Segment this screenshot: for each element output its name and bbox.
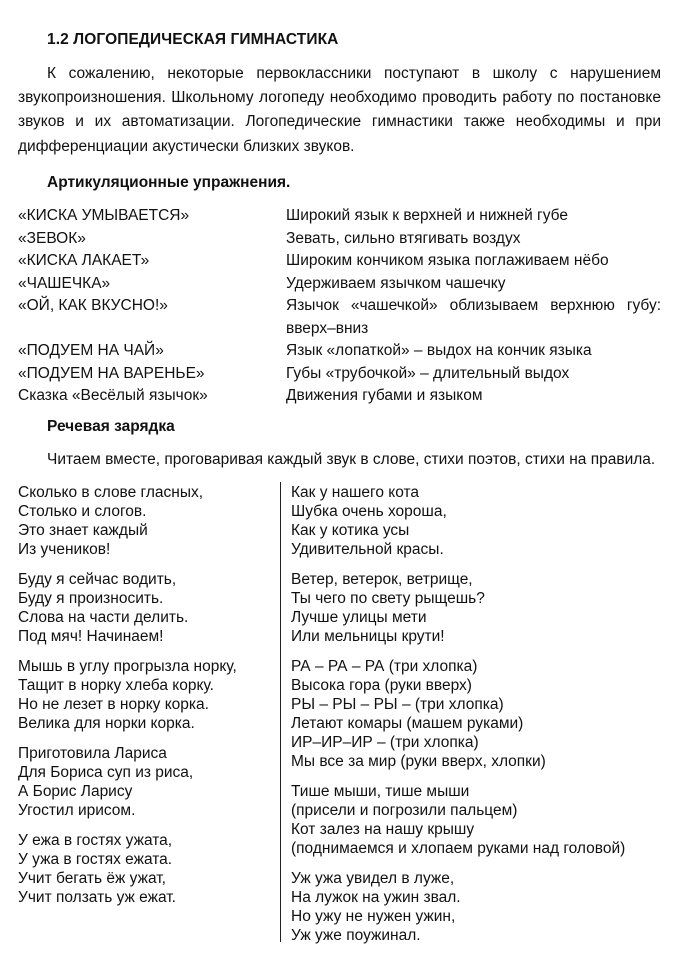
poem-line: Тише мыши, тише мыши [291,783,470,800]
poem-line: Под мяч! Начинаем! [18,628,164,645]
poem-line: Но ужу не нужен ужин, [291,908,456,925]
poem-line: Слова на части делить. [18,609,189,626]
poem-line: Летают комары (машем руками) [291,715,524,732]
poem-line: Буду я произносить. [18,590,164,607]
poem-line: У ужа в гостях ежата. [18,851,173,868]
poem-line: Как у нашего кота [291,484,420,501]
poem-line: Велика для норки корка. [18,715,195,732]
poem-line: Для Бориса суп из риса, [18,764,194,781]
exercise-description-continued: вверх–вниз [286,319,369,337]
poem-line: Кот залез на нашу крышу [291,821,475,838]
poem-stanza [18,744,237,820]
exercise-name: «ОЙ, КАК ВКУСНО!» [18,297,168,314]
poem-line: Шубка очень хороша, [291,503,447,520]
exercise-name: «ПОДУЕМ НА ЧАЙ» [18,342,164,359]
poem-line: Ветер, ветерок, ветрище, [291,571,473,588]
poem-line: Мышь в углу прогрызла норку, [18,658,237,675]
poem-line: Ты чего по свету рыщешь? [291,590,485,607]
poem-line: РЫ – РЫ – РЫ – (три хлопка) [291,696,504,713]
exercise-list [18,205,661,408]
poem-line: РА – РА – РА (три хлопка) [291,658,478,675]
poem-line: Но не лезет в норку корка. [18,696,209,713]
exercise-row [18,363,661,386]
poem-line: Учит бегать ёж ужат, [18,870,166,887]
exercise-description: Широкий язык к верхней и нижней губе [286,207,568,224]
exercise-description: Язычок «чашечкой» облизываем верхнюю губу: [286,297,661,314]
exercise-row [18,385,661,408]
section-title: 1.2 ЛОГОПЕДИЧЕСКАЯ ГИМНАСТИКА [47,31,339,48]
poems-left-column [18,483,237,907]
exercise-name: «КИСКА ЛАКАЕТ» [18,252,150,269]
poem-line: Удивительной красы. [291,541,444,558]
exercise-name: «КИСКА УМЫВАЕТСЯ» [18,207,190,224]
speech-instruction: Читаем вместе, проговаривая каждый звук в слове, стихи поэтов, стихи на правила. [47,451,656,468]
poem-stanza [18,570,237,646]
poem-line: Мы все за мир (руки вверх, хлопки) [291,753,546,770]
poem-line: Как у котика усы [291,522,410,539]
column-divider [280,482,281,942]
poem-line: Из учеников! [18,541,111,558]
poem-stanza [291,570,625,646]
poem-line: Приготовила Лариса [18,745,167,762]
exercise-description: Движения губами и языком [286,387,483,404]
poem-line: А Борис Ларису [18,783,133,800]
exercise-row [18,228,661,251]
poem-line: Сколько в слове гласных, [18,484,204,501]
poem-line: Тащит в норку хлеба корку. [18,677,214,694]
poem-stanza [18,831,237,907]
poem-line: Учит ползать уж ежат. [18,889,176,906]
poem-stanza [291,483,625,559]
poem-line: Угостил ирисом. [18,802,136,819]
poem-line: Буду я сейчас водить, [18,571,177,588]
poem-stanza [18,657,237,733]
poem-stanza [291,782,625,858]
speech-heading: Речевая зарядка [47,418,175,435]
exercise-description: Широким кончиком языка поглаживаем нёбо [286,252,609,269]
poem-line: Лучше улицы мети [291,609,427,626]
poem-line: (присели и погрозили пальцем) [291,802,518,819]
poem-line: Это знает каждый [18,522,148,539]
poem-stanza [291,657,625,771]
exercise-name: «ЗЕВОК» [18,229,86,247]
exercise-description: Губы «трубочкой» – длительный выдох [286,364,570,382]
poem-stanza [18,483,237,559]
exercise-row [18,205,661,228]
exercise-row [18,273,661,296]
poem-line: (поднимаемся и хлопаем руками над головой) [291,840,626,857]
exercise-name: Сказка «Весёлый язычок» [18,387,208,404]
exercise-description: Удерживаем язычком чашечку [286,274,506,292]
exercise-row [18,250,661,273]
poem-line: Уж уже поужинал. [291,927,421,944]
poem-line: На лужок на ужин звал. [291,889,461,906]
poem-line: Столько и слогов. [18,503,147,520]
poem-line: ИР–ИР–ИР – (три хлопка) [291,734,479,751]
poem-line: Уж ужа увидел в луже, [291,870,455,887]
exercise-name: «ПОДУЕМ НА ВАРЕНЬЕ» [18,364,205,382]
exercise-description: Зевать, сильно втягивать воздух [286,229,521,247]
poems-right-column [291,483,625,945]
poem-line: У ежа в гостях ужата, [18,832,173,849]
exercise-name: «ЧАШЕЧКА» [18,274,111,292]
poem-line: Или мельницы крути! [291,628,445,645]
exercise-row [18,295,661,318]
exercise-description: Язык «лопаткой» – выдох на кончик языка [286,342,592,359]
articulation-heading: Артикуляционные упражнения. [47,174,291,191]
intro-paragraph: К сожалению, некоторые первоклассники поступают в школу с нарушением звукопроизношения. Школьному логопеду необходимо проводить работу по постановке звуков и их автоматизации. Логопедические гимнастики также необходимы и при дифференциации акустически близких звуков. [18,65,661,155]
exercise-row [18,318,661,341]
exercise-row [18,340,661,363]
poem-stanza [291,869,625,945]
poem-line: Высока гора (руки вверх) [291,677,472,694]
